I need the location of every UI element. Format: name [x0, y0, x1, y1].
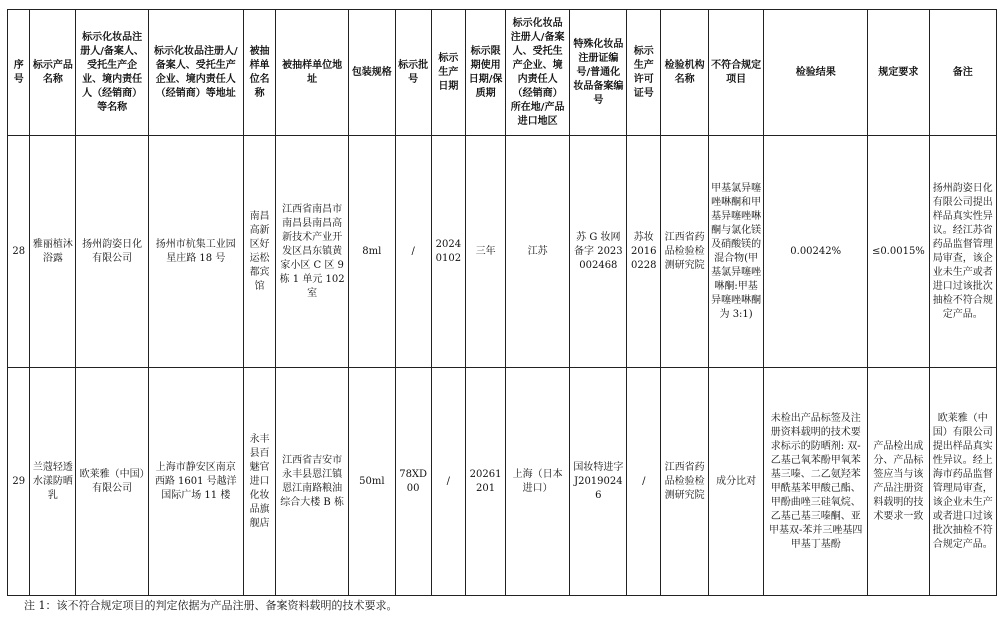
origin-region: 江苏	[505, 136, 569, 368]
header-cell: 检验结果	[764, 10, 868, 136]
company-name: 欧莱雅（中国）有限公司	[76, 368, 148, 596]
header-cell: 标示化妆品注册人/备案人、受托生产企业、境内责任人（经销商）等地址	[148, 10, 243, 136]
header-cell: 被抽样单位地址	[276, 10, 348, 136]
company-name: 扬州韵姿日化有限公司	[76, 136, 148, 368]
test-result: 未检出产品标签及注册资料载明的技术要求标示的防晒剂: 双-乙基己氧苯酚甲氧苯基三嗪、二乙氨羟苯甲酰基苯甲酸己酯、甲酚曲唑三硅氧烷、乙基己基三嗪酮、亚甲基双-苯并三唑基四甲基丁基酚	[764, 368, 868, 596]
header-cell: 不符合规定项目	[709, 10, 764, 136]
sampled-unit: 南昌高新区好运松都宾馆	[243, 136, 276, 368]
sampled-address: 江西省吉安市永丰县恩江镇恩江南路粮油综合大楼 B 栋	[276, 368, 348, 596]
company-address: 上海市静安区南京西路 1601 号越洋国际广场 11 楼	[148, 368, 243, 596]
header-cell: 标示生产许可证号	[627, 10, 661, 136]
header-cell: 包装规格	[348, 10, 395, 136]
production-date: /	[431, 368, 466, 596]
batch-number: 78XD00	[395, 368, 431, 596]
nonconforming-item: 甲基氯异噻唑啉酮和甲基异噻唑啉酮与氯化镁及硝酸镁的混合物(甲基氯异噻唑啉酮:甲基异噻唑啉酮为 3:1)	[709, 136, 764, 368]
package-spec: 50ml	[348, 368, 395, 596]
row-number: 29	[8, 368, 30, 596]
table-row	[8, 368, 997, 596]
company-address: 扬州市杭集工业园星庄路 18 号	[148, 136, 243, 368]
registration-number: 国妆特进字 J20190246	[570, 368, 627, 596]
remark: 欧莱雅（中国）有限公司提出样品真实性异议。经上海市药品监督管理局审查，该企业未生产或者进口过该批次抽检不符合规定产品。	[929, 368, 997, 596]
product-name: 雅丽植沐浴露	[30, 136, 76, 368]
shelf-life: 20261201	[466, 368, 506, 596]
header-cell: 标示限期使用日期/保质期	[466, 10, 506, 136]
inspection-table	[7, 9, 997, 596]
test-result: 0.00242%	[764, 136, 868, 368]
requirement: ≤0.0015%	[868, 136, 929, 368]
testing-lab: 江西省药品检验检测研究院	[661, 136, 709, 368]
row-number: 28	[8, 136, 30, 368]
header-cell: 备注	[929, 10, 997, 136]
table-row	[8, 136, 997, 368]
header-row	[8, 10, 997, 136]
testing-lab: 江西省药品检验检测研究院	[661, 368, 709, 596]
header-cell: 标示批号	[395, 10, 431, 136]
header-cell: 序号	[8, 10, 30, 136]
header-cell: 被抽样单位名称	[243, 10, 276, 136]
batch-number: /	[395, 136, 431, 368]
production-date: 20240102	[431, 136, 466, 368]
header-cell: 检验机构名称	[661, 10, 709, 136]
remark: 扬州韵姿日化有限公司提出样品真实性异议。经江苏省药品监督管理局审查，该企业未生产或者进口过该批次抽检不符合规定产品。	[929, 136, 997, 368]
header-cell: 标示化妆品注册人/备案人、受托生产企业、境内责任人（经销商）等名称	[76, 10, 148, 136]
header-cell: 标示化妆品注册人/备案人、受托生产企业、境内责任人（经销商）所在地/产品进口地区	[505, 10, 569, 136]
registration-number: 苏 G 妆网备字 2023002468	[570, 136, 627, 368]
production-license: /	[627, 368, 661, 596]
sampled-unit: 永丰县百魅官进口化妆品旗舰店	[243, 368, 276, 596]
origin-region: 上海（日本进口）	[505, 368, 569, 596]
header-cell: 特殊化妆品注册证编号/普通化妆品备案编号	[570, 10, 627, 136]
product-name: 兰蔻轻透水漾防晒乳	[30, 368, 76, 596]
package-spec: 8ml	[348, 136, 395, 368]
header-cell: 规定要求	[868, 10, 929, 136]
sampled-address: 江西省南昌市南昌县南昌高新技术产业开发区昌东镇黄家小区 C 区 9 栋 1 单元 102 室	[276, 136, 348, 368]
footnote: 注 1：该不符合规定项目的判定依据为产品注册、备案资料载明的技术要求。	[24, 599, 398, 612]
header-cell: 标示生产日期	[431, 10, 466, 136]
shelf-life: 三年	[466, 136, 506, 368]
nonconforming-item: 成分比对	[709, 368, 764, 596]
header-cell: 标示产品名称	[30, 10, 76, 136]
requirement: 产品检出成分、产品标签应当与该产品注册资料载明的技术要求一致	[868, 368, 929, 596]
production-license: 苏妆 20160228	[627, 136, 661, 368]
